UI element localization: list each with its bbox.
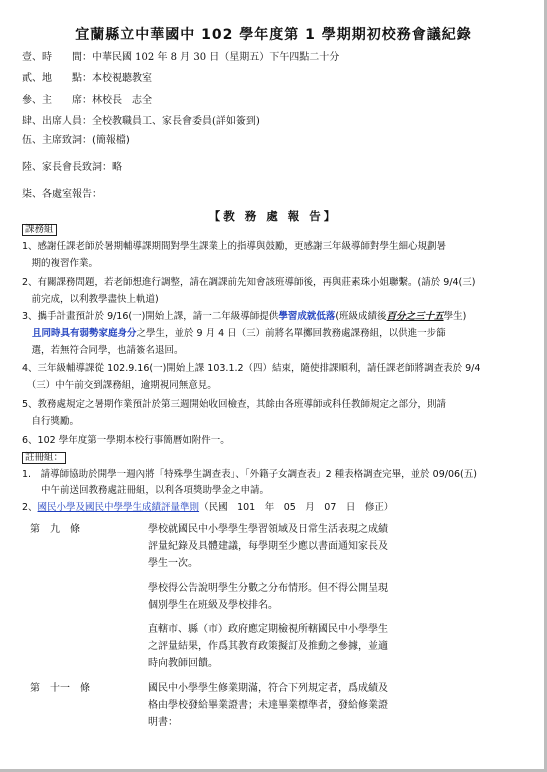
curriculum-item-4-line-2: （三）中午前交到課務組，逾期視同無意見。: [22, 380, 217, 391]
article-11-para-1-line-3: 明書：: [148, 717, 178, 728]
article-9-para-2-line-1: 學校得公告說明學生分數之分布情形。但不得公開呈現: [148, 583, 388, 594]
curriculum-item-1-line-1: 1、感謝任課老師於暑期輔導課期間對學生課業上的指導與鼓勵，更感謝三年級導師對學生細心規劃暑: [22, 241, 447, 252]
curriculum-item-5-line-1: 5、教務處規定之暑期作業預計於第三週開始收回檢查，其餘由各班導師或科任教師規定之部分，則請: [22, 399, 447, 410]
article-9-para-3-line-1: 直轄市、縣（市）政府應定期檢視所轄國民中小學學生: [148, 624, 388, 635]
meeting-place-label: 貳、地 點：: [22, 73, 92, 84]
meeting-chair-label: 參、主 席：: [22, 95, 92, 106]
article-9-label: 第 九 條: [30, 524, 80, 535]
registry-item-2: [22, 503, 393, 513]
low-achievement-highlight: 學習成就低落: [278, 311, 336, 322]
curriculum-item-4-line-1: 4、三年級輔導課從 102.9.16(一)開始上課 103.1.2（四）結束，隨使排課順利，請任課老師將調查表於 9/4: [22, 363, 481, 374]
meeting-place: [22, 74, 152, 84]
article-11-para-1-line-2: 格由學校發給畢業證書；未達畢業標準者，發給修業證: [148, 700, 388, 711]
meeting-time-value: 中華民國 102 年 8 月 30 日（星期五）下午四點二十分: [92, 52, 340, 63]
article-9-para-1-line-2: 評量紀錄及具體建議，每學期至少應以書面通知家長及: [148, 541, 388, 552]
meeting-chair: [22, 96, 152, 106]
item-3-text-c: (班級成績後: [335, 311, 387, 322]
curriculum-item-3-line-1: [22, 312, 466, 322]
curriculum-item-2-line-2: 前完成，以利教學盡快上軌道): [22, 294, 159, 305]
curriculum-item-1-line-2: 期的複習作業。: [22, 258, 99, 269]
chair-speech: 伍、主席致詞：(簡報檔): [22, 135, 130, 146]
meeting-place-value: 本校視聽教室: [92, 73, 152, 84]
meeting-chair-value: 林校長 志全: [92, 95, 152, 106]
bottom-35-percent-highlight: 百分之三十五: [386, 311, 444, 322]
registry-section-label: 註冊組：: [22, 452, 66, 464]
item-3-text-e: 學生): [443, 311, 467, 322]
item-3-text-a: 3、攜手計畫預計於 9/16(一)開始上課，請一二年級導師提供: [22, 311, 279, 322]
article-9-para-2-line-2: 個別學生在班級及學校排名。: [148, 600, 278, 611]
meeting-attendees: [22, 117, 260, 127]
article-11-label: 第 十一 條: [30, 683, 90, 694]
curriculum-item-2-line-1: 2、有關課務問題，若老師想進行調整，請在調課前先知會該班導師後，再與莊素珠小姐聯繫。(請於 9/4(三): [22, 277, 476, 288]
meeting-time: [22, 53, 339, 63]
registry-item-1-line-2: 中午前送回教務處註冊組，以利各項獎助學金之申請。: [22, 485, 270, 496]
article-9-para-3-line-3: 時向教師回饋。: [148, 658, 218, 669]
item-3-text-f: 之學生，並於 9 月 4 日（三）前將名單擲回教務處課務組，以供進一步篩: [136, 328, 446, 339]
office-reports-heading: 柒、各處室報告：: [22, 189, 102, 200]
assessment-regulations-link[interactable]: 國民小學及國民中學學生成績評量準則: [37, 502, 200, 513]
parents-speech: 陸、家長會長致詞：略: [22, 162, 122, 173]
academic-office-heading: 【教 務 處 報 告】: [208, 209, 339, 223]
curriculum-section-label: 課務組: [22, 224, 57, 236]
curriculum-item-6: 6、102 學年度第一學期本校行事簡曆如附件一。: [22, 435, 230, 446]
registry-item-1-line-1: 1. 請導師協助於開學一週內將「特殊學生調查表」、「外籍子女調查表」2 種表格調查完畢，並於 09/06(五): [22, 469, 477, 480]
registry-item-2-number: 2、: [22, 502, 38, 513]
article-9-para-1-line-3: 學生一次。: [148, 558, 198, 569]
curriculum-item-3-line-3: 選，若無符合同學，也請簽名退回。: [22, 345, 184, 356]
article-11-para-1-line-1: 國民中小學學生修業期滿，符合下列規定者，爲成績及: [148, 683, 388, 694]
regulation-amend-date: （民國 101 年 05 月 07 日 修正）: [199, 502, 394, 513]
curriculum-item-5-line-2: 自行獎勵。: [22, 416, 80, 427]
article-9-para-1-line-1: 學校就國民中小學學生學習領域及日常生活表現之成績: [148, 524, 388, 535]
document-title: 宜蘭縣立中華國中 102 學年度第 1 學期期初校務會議紀錄: [75, 27, 472, 43]
disadvantaged-family-highlight: 且同時具有弱勢家庭身分: [32, 328, 137, 339]
meeting-attendees-value: 全校教職員工、家長會委員(詳如簽到): [92, 116, 260, 127]
curriculum-item-3-line-2: [32, 329, 446, 339]
article-9-para-3-line-2: 之評量結果，作爲其教育政策擬訂及推動之參據，並適: [148, 641, 388, 652]
meeting-attendees-label: 肆、出席人員：: [22, 116, 92, 127]
meeting-time-label: 壹、時 間：: [22, 52, 92, 63]
